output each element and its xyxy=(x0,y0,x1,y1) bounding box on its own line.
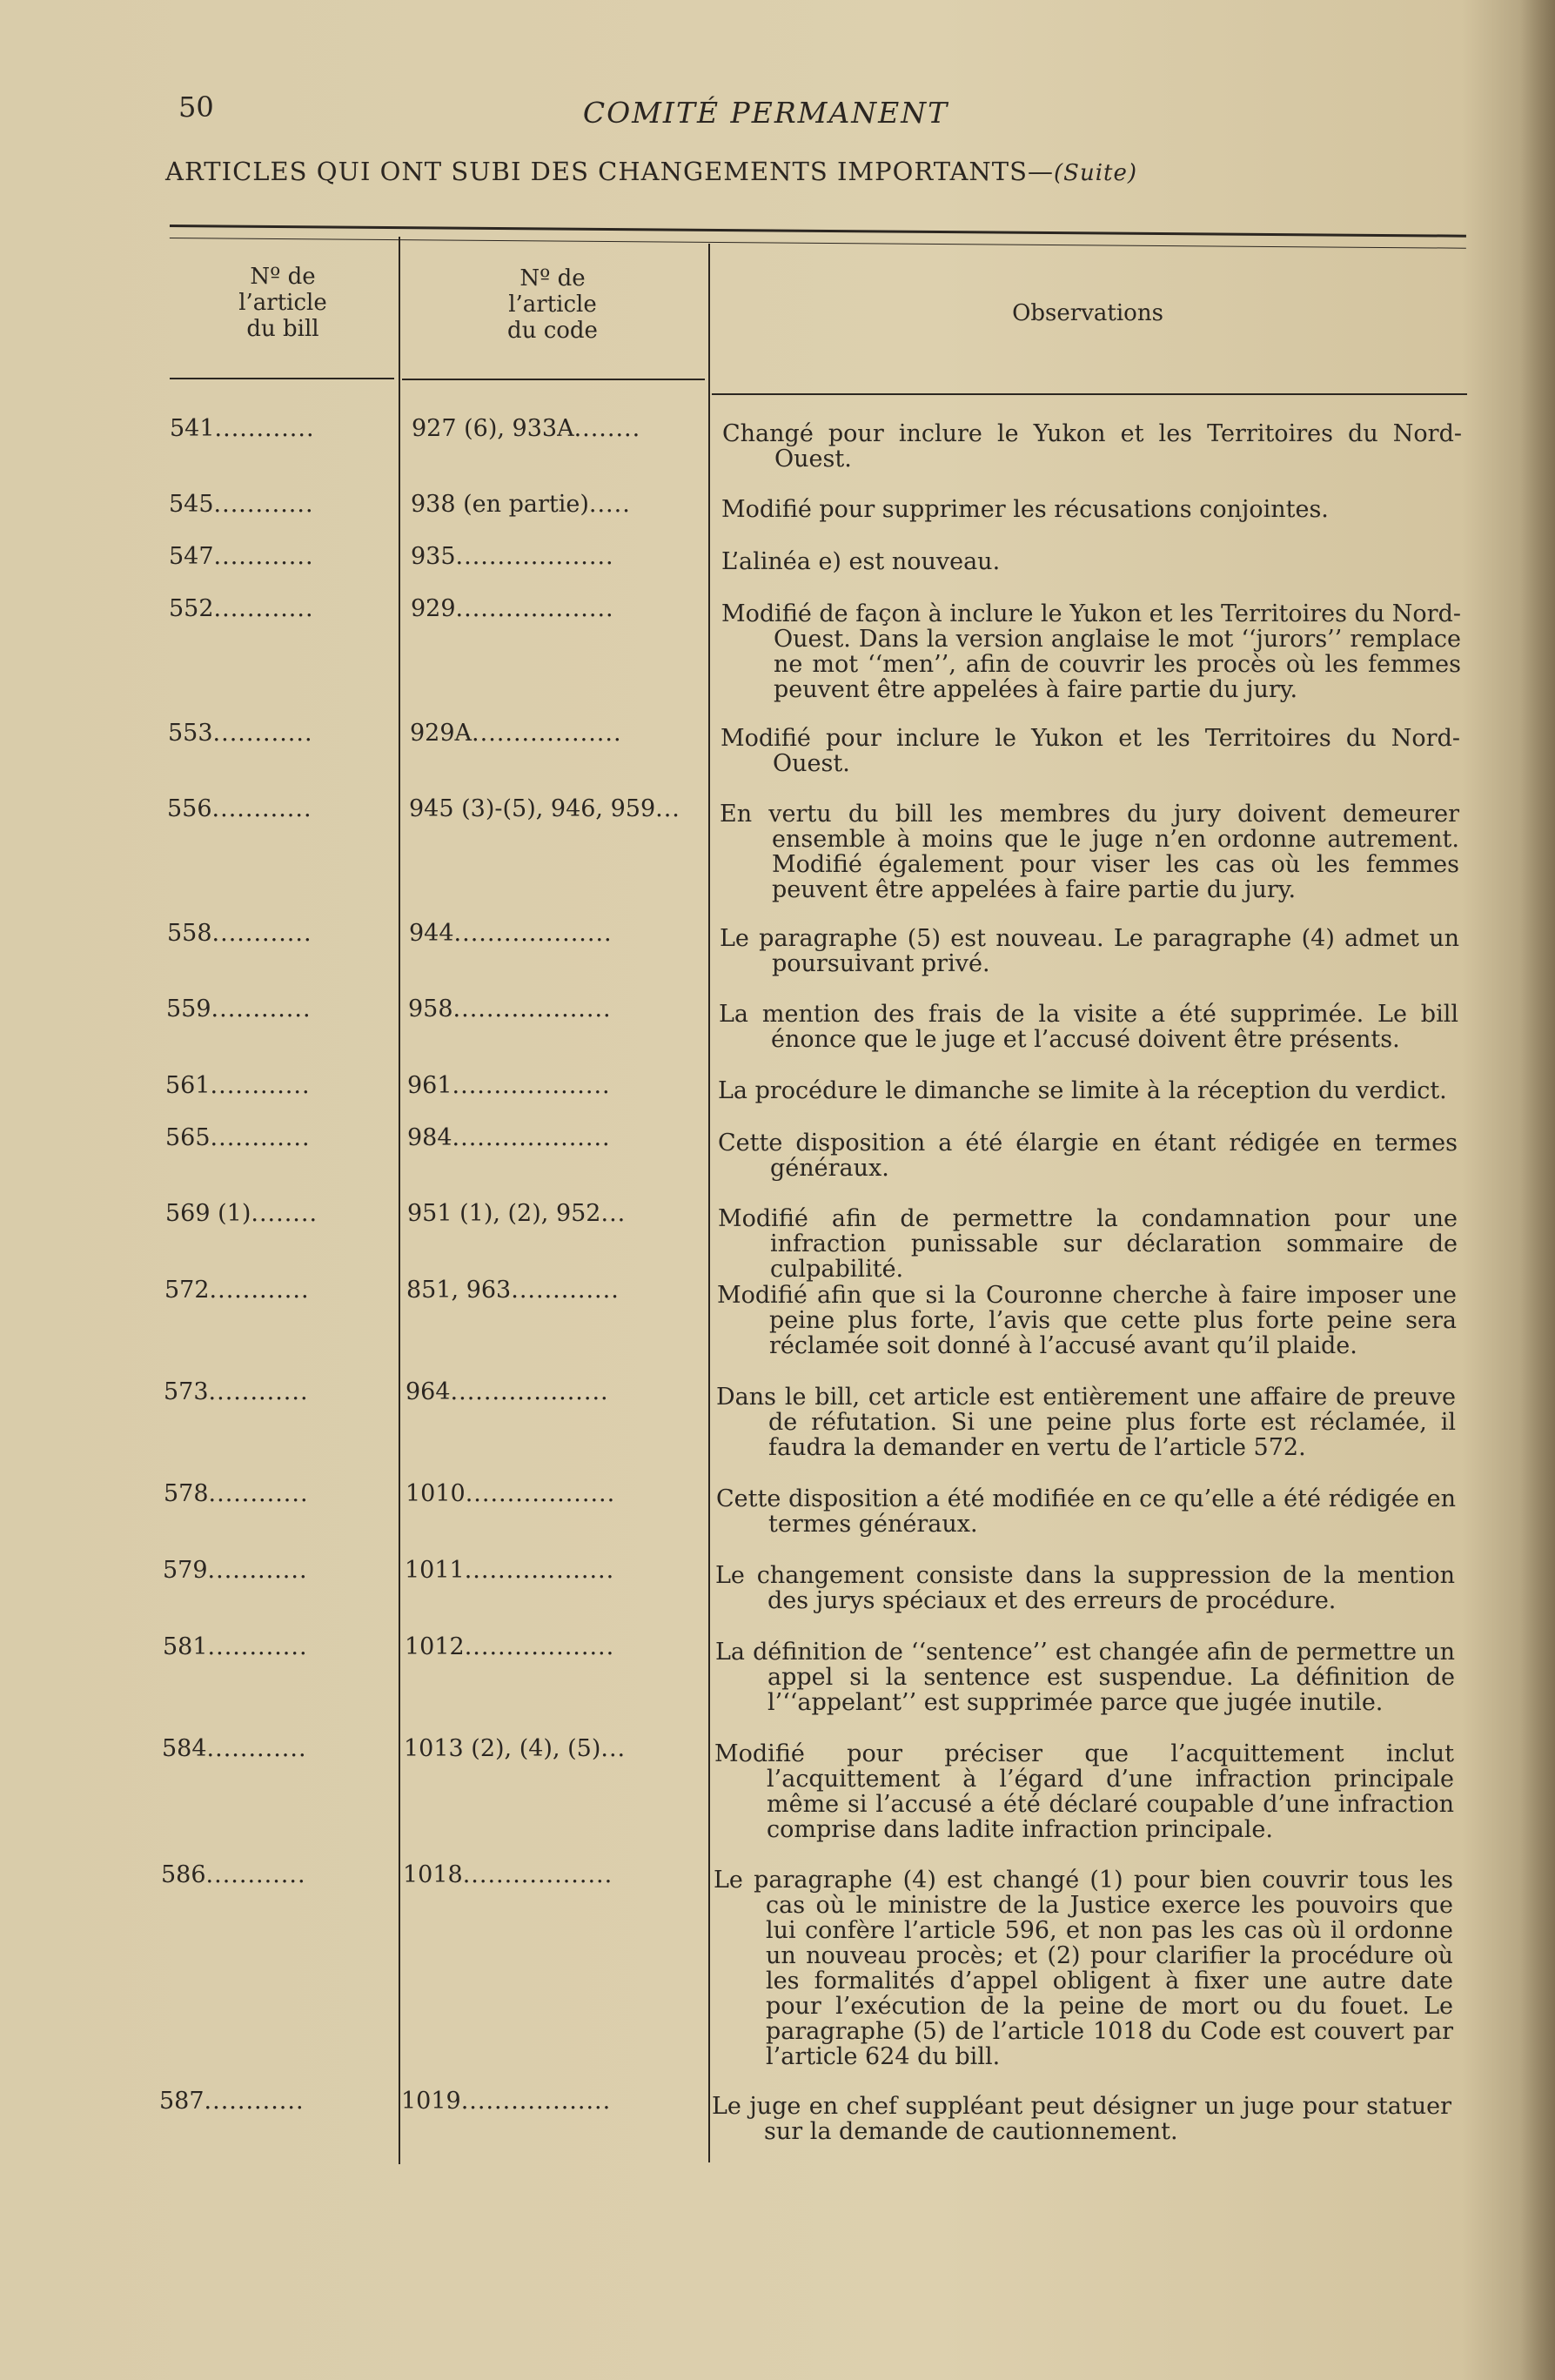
observation-text: Modifié afin que si la Couronne cherche à faire imposer une peine plus forte, l’avis que cette plus forte peine sera réclamée soit donné à l’accusé avant qu’il plaide. xyxy=(717,1282,1457,1359)
bill-article-number: 556 xyxy=(167,795,212,822)
code-article-cell xyxy=(408,996,695,1022)
bill-article-number: 586 xyxy=(161,1861,206,1888)
header-rule-col1 xyxy=(170,378,394,379)
bill-article-number: 545 xyxy=(169,491,214,518)
dot-leader: ............ xyxy=(213,491,314,518)
bill-article-number: 584 xyxy=(162,1735,207,1762)
code-article-number: 851, 963 xyxy=(406,1277,512,1304)
bill-article-number: 541 xyxy=(170,415,215,442)
bill-article-cell xyxy=(167,921,385,946)
code-article-cell xyxy=(410,721,697,746)
bill-article-number: 569 (1) xyxy=(165,1200,251,1227)
header-rule-col2 xyxy=(402,379,705,380)
running-head: COMITÉ PERMANENT xyxy=(582,96,949,130)
bill-article-cell xyxy=(169,492,386,517)
code-article-cell xyxy=(407,1125,694,1150)
bill-article-cell xyxy=(167,796,385,821)
dot-leader: ............. xyxy=(511,1277,620,1304)
code-article-number: 1019 xyxy=(401,2088,461,2115)
dot-leader: ............ xyxy=(208,1378,309,1405)
observation-cell xyxy=(716,1384,1456,1460)
observation-text: Le changement consiste dans la suppression de la mention des jurys spéciaux et des erreurs de procédure. xyxy=(715,1562,1455,1614)
dot-leader: .................. xyxy=(464,1633,615,1660)
code-article-number: 1012 xyxy=(405,1633,465,1660)
header-bill-line-2: l’article xyxy=(238,290,327,316)
observation-text: En vertu du bill les membres du jury doivent demeurer ensemble à moins que le juge n’en ordonne autrement. Modifié également pour viser les cas où les femmes peuvent être appelées à faire partie du jury. xyxy=(720,801,1459,903)
observation-text: La procédure le dimanche se limite à la réception du verdict. xyxy=(718,1077,1447,1104)
code-article-number: 944 xyxy=(409,920,454,947)
bill-article-number: 565 xyxy=(165,1124,211,1151)
bill-article-cell xyxy=(162,1736,379,1761)
bill-article-cell xyxy=(169,544,386,569)
observation-cell xyxy=(715,1639,1455,1715)
bill-article-cell xyxy=(165,1201,383,1226)
bill-article-number: 552 xyxy=(169,595,214,622)
header-code-line-1: Nº de xyxy=(519,265,586,292)
code-article-cell xyxy=(401,2088,688,2114)
dot-leader: ................... xyxy=(455,543,614,570)
dot-leader: ................... xyxy=(452,1124,611,1151)
dot-leader: ... xyxy=(600,1200,627,1227)
observation-text: Le juge en chef suppléant peut désigner un juge pour statuer sur la demande de cautionnement. xyxy=(712,2093,1451,2145)
code-article-cell xyxy=(406,1277,694,1303)
column-divider-1 xyxy=(399,237,400,2164)
bill-article-cell xyxy=(170,416,387,441)
dot-leader: ............ xyxy=(208,1480,309,1507)
code-article-cell xyxy=(403,1862,690,1887)
dot-leader: ................... xyxy=(452,996,612,1022)
observation-cell xyxy=(712,2094,1451,2144)
code-article-number: 961 xyxy=(407,1072,452,1099)
observation-text: Modifié pour préciser que l’acquittement inclut l’acquittement à l’égard d’une infraction principale même si l’accusé a été déclaré coupable d’une infraction comprise dans ladite infraction principale. xyxy=(714,1740,1454,1843)
bill-article-cell xyxy=(164,1277,382,1303)
bill-article-number: 572 xyxy=(164,1277,210,1304)
observation-cell xyxy=(721,726,1460,776)
code-article-number: 938 (en partie) xyxy=(411,491,589,518)
observation-cell xyxy=(720,801,1459,902)
observation-cell xyxy=(716,1486,1456,1537)
dot-leader: ............ xyxy=(205,1861,306,1888)
code-article-number: 1010 xyxy=(406,1480,466,1507)
code-article-cell xyxy=(409,796,696,821)
bill-article-number: 547 xyxy=(169,543,214,570)
dot-leader: ................... xyxy=(450,1378,609,1405)
code-article-number: 964 xyxy=(406,1378,451,1405)
dot-leader: ............ xyxy=(207,1633,308,1660)
dot-leader: ............ xyxy=(211,996,312,1022)
dot-leader: ............ xyxy=(211,795,312,822)
observation-text: Modifié pour inclure le Yukon et les Territoires du Nord-Ouest. xyxy=(721,725,1460,777)
observation-text: L’alinéa e) est nouveau. xyxy=(721,548,1001,575)
bill-article-cell xyxy=(165,1125,383,1150)
code-article-cell xyxy=(411,596,698,621)
code-article-cell xyxy=(406,1379,693,1405)
header-rule-col3 xyxy=(712,393,1467,395)
code-article-cell xyxy=(409,921,696,946)
code-article-cell xyxy=(406,1481,693,1506)
header-bill-line-1: Nº de xyxy=(250,264,316,290)
observation-text: Modifié afin de permettre la condamnation pour une infraction punissable sur déclaration sommaire de culpabilité. xyxy=(718,1205,1458,1283)
page-number: 50 xyxy=(178,91,214,124)
observation-text: La mention des frais de la visite a été supprimée. Le bill énonce que le juge et l’accusé doivent être présents. xyxy=(719,1001,1458,1053)
code-article-number: 945 (3)-(5), 946, 959 xyxy=(409,795,656,822)
dot-leader: ............ xyxy=(212,720,313,747)
code-article-number: 951 (1), (2), 952 xyxy=(407,1200,601,1227)
observation-cell xyxy=(715,1563,1455,1613)
header-bill-article xyxy=(170,264,396,342)
observation-cell xyxy=(718,1078,1458,1103)
title-double-rule xyxy=(170,225,1466,249)
observation-text: Cette disposition a été élargie en étant rédigée en termes généraux. xyxy=(718,1130,1458,1182)
header-code-line-2: l’article xyxy=(508,292,597,318)
code-article-number: 984 xyxy=(407,1124,452,1151)
code-article-cell xyxy=(412,416,699,441)
dot-leader: ............ xyxy=(209,1277,310,1304)
dot-leader: ............ xyxy=(213,595,314,622)
observation-cell xyxy=(721,549,1461,574)
bill-article-cell xyxy=(163,1558,380,1583)
table-title-text: ARTICLES QUI ONT SUBI DES CHANGEMENTS IMPORTANTS— xyxy=(165,157,1055,186)
code-article-number: 927 (6), 933A xyxy=(412,415,574,442)
bill-article-cell xyxy=(159,2088,377,2114)
code-article-number: 1018 xyxy=(403,1861,463,1888)
observation-cell xyxy=(722,421,1462,472)
dot-leader: ............ xyxy=(210,1072,311,1099)
dot-leader: ............ xyxy=(204,2088,305,2115)
observation-text: Changé pour inclure le Yukon et les Territoires du Nord-Ouest. xyxy=(722,420,1462,473)
observation-cell xyxy=(720,926,1459,976)
dot-leader: ... xyxy=(600,1735,627,1762)
observation-cell xyxy=(718,1130,1458,1181)
table-title-suffix: (Suite) xyxy=(1054,160,1138,186)
bill-article-cell xyxy=(168,721,385,746)
code-article-cell xyxy=(405,1634,692,1659)
code-article-cell xyxy=(407,1073,694,1098)
bill-article-number: 558 xyxy=(167,920,212,947)
code-article-cell xyxy=(411,492,698,517)
dot-leader: ................... xyxy=(455,595,614,622)
observation-cell xyxy=(721,601,1461,702)
header-bill-line-3: du bill xyxy=(246,316,319,342)
dot-leader: ........ xyxy=(573,415,641,442)
table-title xyxy=(165,157,1384,186)
observation-cell xyxy=(721,497,1461,522)
dot-leader: .................. xyxy=(460,2088,612,2115)
bill-article-cell xyxy=(164,1481,381,1506)
observation-text: Le paragraphe (5) est nouveau. Le paragraphe (4) admet un poursuivant privé. xyxy=(720,925,1459,977)
bill-article-cell xyxy=(161,1862,379,1887)
bill-article-number: 579 xyxy=(163,1557,208,1584)
dot-leader: ............ xyxy=(211,920,312,947)
bill-article-cell xyxy=(165,1073,383,1098)
observation-text: Cette disposition a été modifiée en ce qu’elle a été rédigée en termes généraux. xyxy=(716,1485,1456,1538)
code-article-cell xyxy=(404,1736,691,1761)
observation-cell xyxy=(718,1206,1458,1282)
observation-text: La définition de ‘‘sentence’’ est changée afin de permettre un appel si la sentence est suspendue. La définition de l’‘‘appelant’’ est supprimée parce que jugée inutile. xyxy=(715,1639,1455,1716)
dot-leader: ................... xyxy=(452,1072,611,1099)
code-article-number: 935 xyxy=(411,543,456,570)
dot-leader: ............ xyxy=(213,543,314,570)
code-article-number: 958 xyxy=(408,996,453,1022)
code-article-number: 1013 (2), (4), (5) xyxy=(404,1735,601,1762)
dot-leader: ..... xyxy=(588,491,631,518)
dot-leader: ................... xyxy=(453,920,613,947)
header-observations: Observations xyxy=(1012,300,1163,326)
dot-leader: ........ xyxy=(251,1200,318,1227)
bill-article-number: 578 xyxy=(164,1480,209,1507)
bill-article-number: 553 xyxy=(168,720,213,747)
bill-article-number: 587 xyxy=(159,2088,204,2115)
bill-article-number: 559 xyxy=(166,996,211,1022)
observation-text: Dans le bill, cet article est entièrement une affaire de preuve de réfutation. Si une peine plus forte est réclamée, il faudra la demander en vertu de l’article 572. xyxy=(716,1384,1456,1461)
bill-article-cell xyxy=(166,996,384,1022)
dot-leader: .................. xyxy=(465,1480,616,1507)
observation-text: Modifié de façon à inclure le Yukon et les Territoires du Nord-Ouest. Dans la version anglaise le mot ‘‘jurors’’ remplace ne mot ‘‘men’’, afin de couvrir les procès où les femmes peuvent être appelées à faire partie du jury. xyxy=(721,600,1461,703)
bill-article-cell xyxy=(164,1379,381,1405)
observation-cell xyxy=(714,1741,1454,1842)
code-article-number: 929 xyxy=(411,595,456,622)
code-article-cell xyxy=(407,1201,694,1226)
dot-leader: .................. xyxy=(462,1861,613,1888)
observation-cell xyxy=(717,1283,1457,1358)
bill-article-number: 581 xyxy=(163,1633,208,1660)
bill-article-number: 561 xyxy=(165,1072,211,1099)
code-article-cell xyxy=(405,1558,692,1583)
column-divider-2 xyxy=(708,244,710,2162)
observation-cell xyxy=(719,1002,1458,1052)
dot-leader: .................. xyxy=(472,720,622,747)
page-edge-shadow xyxy=(1520,0,1555,2380)
dot-leader: ............ xyxy=(206,1735,307,1762)
code-article-cell xyxy=(411,544,698,569)
dot-leader: .................. xyxy=(464,1557,615,1584)
header-code-line-3: du code xyxy=(507,318,598,344)
dot-leader: ............ xyxy=(207,1557,308,1584)
dot-leader: ............ xyxy=(210,1124,311,1151)
observation-cell xyxy=(714,1867,1453,2069)
code-article-number: 929A xyxy=(410,720,473,747)
observation-text: Le paragraphe (4) est changé (1) pour bien couvrir tous les cas où le ministre de la Justice exerce les pouvoirs que lui confère l’article 596, et non pas les cas où il ordonne un nouveau procès; et (2) pour clarifier la procédure où les formalités d’appel obligent à fixer une autre date pour l’exécution de la peine de mort ou du fouet. Le paragraphe (5) de l’article 1018 du Code est couvert par l’article 624 du bill. xyxy=(714,1867,1453,2070)
header-code-article xyxy=(400,265,705,344)
bill-article-number: 573 xyxy=(164,1378,209,1405)
dot-leader: ... xyxy=(655,795,680,822)
dot-leader: ............ xyxy=(214,415,315,442)
observation-text: Modifié pour supprimer les récusations conjointes. xyxy=(721,496,1329,523)
code-article-number: 1011 xyxy=(405,1557,465,1584)
bill-article-cell xyxy=(163,1634,380,1659)
bill-article-cell xyxy=(169,596,386,621)
